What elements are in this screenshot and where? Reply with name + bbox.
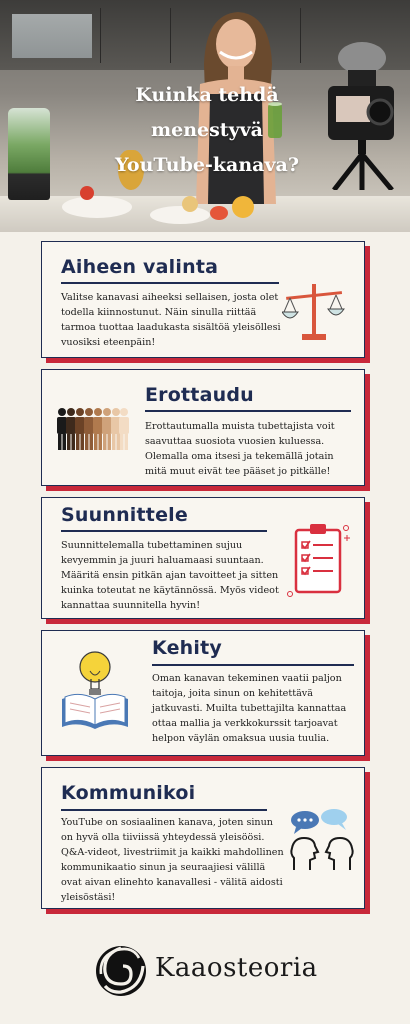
section-heading: Aiheen valinta bbox=[61, 256, 219, 278]
heading-rule bbox=[61, 809, 267, 811]
section-kommunikoi bbox=[41, 767, 365, 909]
heading-rule bbox=[61, 530, 267, 532]
kitchen-window bbox=[12, 14, 92, 58]
blender-image bbox=[8, 108, 50, 200]
section-heading: Erottaudu bbox=[145, 384, 254, 406]
section-heading: Suunnittele bbox=[61, 504, 188, 526]
section-suunnittele bbox=[41, 497, 365, 619]
page-title: Kuinka tehdä menestyvä YouTube-kanava? bbox=[115, 84, 299, 176]
heading-rule bbox=[152, 664, 354, 666]
brand-name: Kaaosteoria bbox=[155, 953, 318, 983]
hero-banner bbox=[0, 0, 410, 232]
section-heading: Kehity bbox=[152, 637, 222, 659]
section-aiheen-valinta bbox=[41, 241, 365, 358]
people-silhouettes-icon bbox=[56, 406, 130, 454]
heading-rule bbox=[145, 410, 351, 412]
section-text: Erottautumalla muista tubettajista voit saavuttaa suosiota vuosien kuluessa. Olemalla oma itsesi ja tekemällä jotain mitä muut eivät tee pääset jo pitkälle! bbox=[145, 421, 335, 477]
section-text: YouTube on sosiaalinen kanava, joten sinun on hyvä olla tiiviissä yhteydessä yleisöösi. Q&A-videot, livestriimit ja kaikki mahdollinen kommunikaatio sinun ja seuraajiesi välillä ovat aivan elinehto kanavallesi - välitä aidosti yleisöstäsi! bbox=[61, 817, 284, 903]
heading-rule bbox=[61, 282, 279, 284]
section-kehity bbox=[41, 630, 365, 756]
spiral-logo-icon bbox=[95, 944, 147, 998]
conversation-heads-icon bbox=[288, 808, 356, 872]
scales-icon bbox=[282, 276, 346, 344]
clipboard-checklist-icon bbox=[286, 522, 352, 600]
lightbulb-book-icon bbox=[58, 649, 132, 731]
section-text: Valitse kanavasi aiheeksi sellaisen, josta olet todella kiinnostunut. Näin sinulla riittää tarmoa tuottaa laadukasta sisältöä yleisöllesi vuosiksi eteenpäin! bbox=[61, 292, 281, 348]
section-text: Suunnittelemalla tubettaminen sujuu kevyemmin ja juuri haluamaasi suuntaan. Määritä ensin pitkän ajan tavoitteet ja sitten kuinka toteutat ne käytännössä. Myös videot kannattaa suunnitella hyvin! bbox=[61, 540, 279, 611]
section-text: Oman kanavan tekeminen vaatii paljon taitoja, joita sinun on kehitettävä jatkuvasti. Muilta tubettajilta kannattaa ottaa mallia ja verkkokurssit tarjoavat helpon väylän omaksua uusia tuulia. bbox=[152, 673, 347, 744]
camera-on-tripod-image bbox=[318, 40, 406, 190]
section-erottaudu bbox=[41, 369, 365, 486]
section-heading: Kommunikoi bbox=[61, 782, 196, 804]
